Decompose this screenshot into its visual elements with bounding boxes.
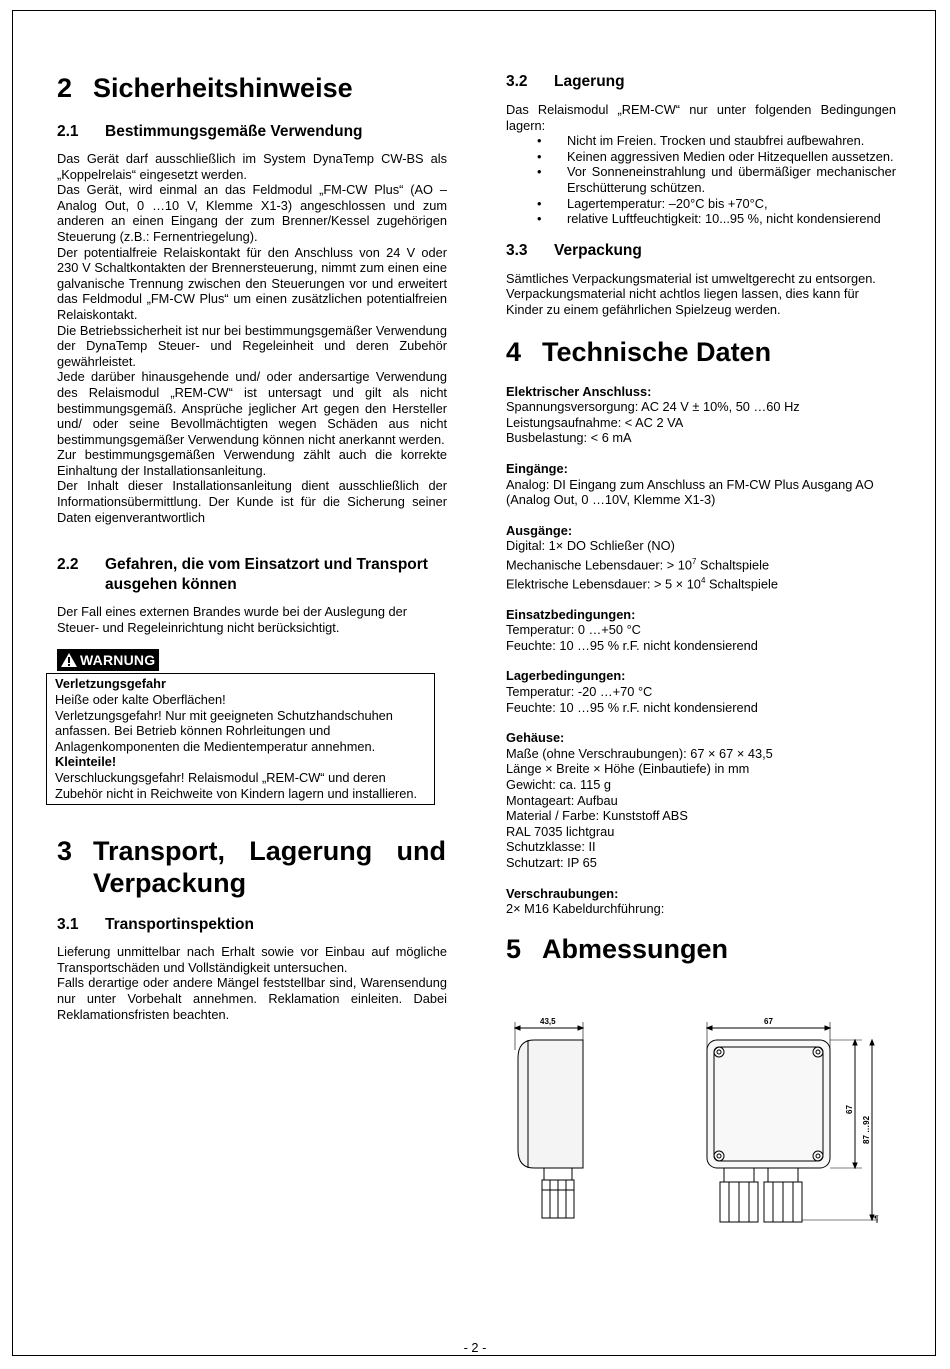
spec-label: Einsatzbedingungen: [506,606,636,622]
warning-text: Verletzungsgefahr! Nur mit geeigneten Schutzhandschuhen anfassen. Bei Betrieb können Rohrleitungen und Anlagenkomponenten die Medientemperatur annehmen. [55,707,393,754]
section-2-1-text [57,151,447,525]
heading-2-2: 2.2 Gefahren, die vom Einsatzort und Transport ausgehen können [57,556,428,594]
list-item: • Nicht im Freien. Trocken und staubfrei aufbewahren. [506,133,896,149]
warning-box [46,673,435,805]
heading-3-3: 3.3 Verpackung [506,241,642,259]
paragraph-mark: ¶ [874,1214,879,1224]
paragraph: Zur bestimmungsgemäßen Verwendung zählt auch die korrekte Einhaltung der Installationsanleitung. [57,447,447,478]
spec-line: Länge × Breite × Höhe (Einbautiefe) in mm [506,761,750,777]
spec-line: Schutzart: IP 65 [506,854,597,870]
warning-badge: WARNUNG [57,649,159,671]
paragraph: Jede darüber hinausgehende und/ oder andersartige Verwendung des Relaismodul „REM-CW“ ist untersagt und gilt als nicht bestimmungsgemäß. Ansprüche jeglicher Art gegen den Hersteller und/ oder seine Bevollmächtigten wegen Schäden aus nicht bestimmungsgemäßer Verwendung können nicht anerkannt werden. [57,369,447,447]
heading-5: 5 Abmessungen [506,933,729,964]
section-3-1-text [57,944,447,1022]
paragraph: Lieferung unmittelbar nach Erhalt sowie vor Einbau auf mögliche Transportschäden und Vollständigkeit untersuchen. [57,944,447,975]
heading-3: 3 Transport, Lagerung und Verpackung [57,836,446,899]
section-2-2-text: Der Fall eines externen Brandes wurde bei der Auslegung der Steuer- und Regeleinrichtung nicht berücksichtigt. [57,604,407,635]
spec-line: Leistungsaufnahme: < AC 2 VA [506,414,684,430]
storage-list [506,133,896,227]
list-item: • relative Luftfeuchtigkeit: 10...95 %, nicht kondensierend [506,211,896,227]
heading-3-1: 3.1 Transportinspektion [57,916,254,934]
right-column [506,72,896,965]
spec-line: Digital: 1× DO Schließer (NO) [506,538,675,554]
spec-line: Schutzklasse: II [506,839,596,855]
dim-height-label: 67 [845,1105,854,1114]
warning-heading: Kleinteile! [55,754,117,770]
paragraph: Das Gerät, wird einmal an das Feldmodul „FM-CW Plus“ (AO – Analog Out, 0 …10 V, Klemme X1-3) angeschlossen und zum anderen an einen Eingang der zum Brenner/Kessel zugehörigen Steuerung (z.B.: Fernentriegelung). [57,182,447,244]
spec-label: Gehäuse: [506,730,565,746]
spec-line: Mechanische Lebensdauer: > $10^7$ Schaltspiele [506,556,770,573]
left-column [57,66,447,1022]
heading-3-line1: Transport, Lagerung und [93,836,446,867]
spec-label: Lagerbedingungen: [506,668,626,684]
spec-line: Gewicht: ca. 115 g [506,776,612,792]
dim-total-height-label: 87 …92 [862,1115,871,1144]
dim-width-label: 67 [764,1017,773,1026]
paragraph: Die Betriebssicherheit ist nur bei bestimmungsgemäßer Verwendung der DynaTemp Steuer- und Regeleinheit und deren Zubehör gewährleistet. [57,322,447,369]
spec-line: Temperatur: -20 …+70 °C [506,683,653,699]
spec-line: Spannungsversorgung: AC 24 V ± 10%, 50 …60 Hz [506,399,800,415]
spec-label: Verschraubungen: [506,885,619,901]
paragraph: Falls derartige oder andere Mängel feststellbar sind, Warensendung nur unter Vorbehalt annehmen. Reklamation einleiten. Dabei Reklamationsfristen beachten. [57,975,447,1022]
spec-line: Material / Farbe: Kunststoff ABS [506,808,688,824]
spec-line: 2× M16 Kabeldurchführung: [506,901,665,917]
warning-heading: Verletzungsgefahr [55,676,166,692]
spec-line: Maße (ohne Verschraubungen): 67 × 67 × 43,5 [506,745,773,761]
heading-2: 2 Sicherheitshinweise [57,73,353,103]
page-number: - 2 - [463,1340,487,1355]
warning-triangle-icon [60,652,78,668]
spec-line: Montageart: Aufbau [506,792,618,808]
heading-4: 4 Technische Daten [506,336,772,367]
list-item: • Lagertemperatur: –20°C bis +70°C, [506,196,896,212]
list-item: • Vor Sonneneinstrahlung und übermäßiger mechanischer Erschütterung schützen. [506,164,896,195]
paragraph: Der Inhalt dieser Installationsanleitung dient ausschließlich der Informationsübermittlung. Der Kunde ist für die Sicherung seiner Daten eigenverantwortlich [57,478,447,525]
warning-text: Heiße oder kalte Oberflächen! [55,692,226,708]
spec-line: Temperatur: 0 …+50 °C [506,622,641,638]
paragraph: Das Gerät darf ausschließlich im System DynaTemp CW-BS als „Koppelrelais“ eingesetzt werden. [57,151,447,182]
spec-line: Elektrische Lebensdauer: > $5 \times 10^4$ Schaltspiele [506,575,778,591]
spec-line: Busbelastung: < 6 mA [506,430,632,446]
tech-data [506,384,896,917]
heading-2-1: 2.1 Bestimmungsgemäße Verwendung [57,123,363,140]
spec-label: Eingänge: [506,460,568,476]
spec-line: Feuchte: 10 …95 % r.F. nicht kondensierend [506,699,758,715]
warning-block [57,649,447,805]
section-3-3-text: Sämtliches Verpackungsmaterial ist umweltgerecht zu entsorgen. Verpackungsmaterial nicht achtlos liegen lassen, dies kann für Kinder zu einem gefährlichen Spielzeug werden. [506,270,876,317]
dimension-drawing [500,1010,900,1225]
section-3-2-intro: Das Relaismodul „REM-CW“ nur unter folgenden Bedingungen lagern: [506,102,896,133]
spec-label: Ausgänge: [506,522,573,538]
spec-line: Feuchte: 10 …95 % r.F. nicht kondensierend [506,637,758,653]
list-item: • Keinen aggressiven Medien oder Hitzequellen aussetzen. [506,149,896,165]
spec-line: Analog: DI Eingang zum Anschluss an FM-CW Plus Ausgang AO (Analog Out, 0 …10V, Klemme X1-3) [506,476,874,508]
heading-3-2: 3.2 Lagerung [506,73,625,90]
warning-text: Verschluckungsgefahr! Relaismodul „REM-CW“ und deren Zubehör nicht in Reichweite von Kindern lagern und installieren. [55,770,418,801]
dim-depth-label: 43,5 [540,1017,556,1026]
paragraph: Der potentialfreie Relaiskontakt für den Anschluss von 24 V oder 230 V Schaltkontakten der Brennersteuerung, nimmt zum einen eine galvanische Trennung zwischen den Steuerungen vor und erweitert das Feldmodul „FM-CW Plus“ um einen zusätzlichen potentialfreien Relaiskontakt. [57,244,447,322]
spec-label: Elektrischer Anschluss: [506,383,652,399]
spec-line: RAL 7035 lichtgrau [506,823,615,839]
